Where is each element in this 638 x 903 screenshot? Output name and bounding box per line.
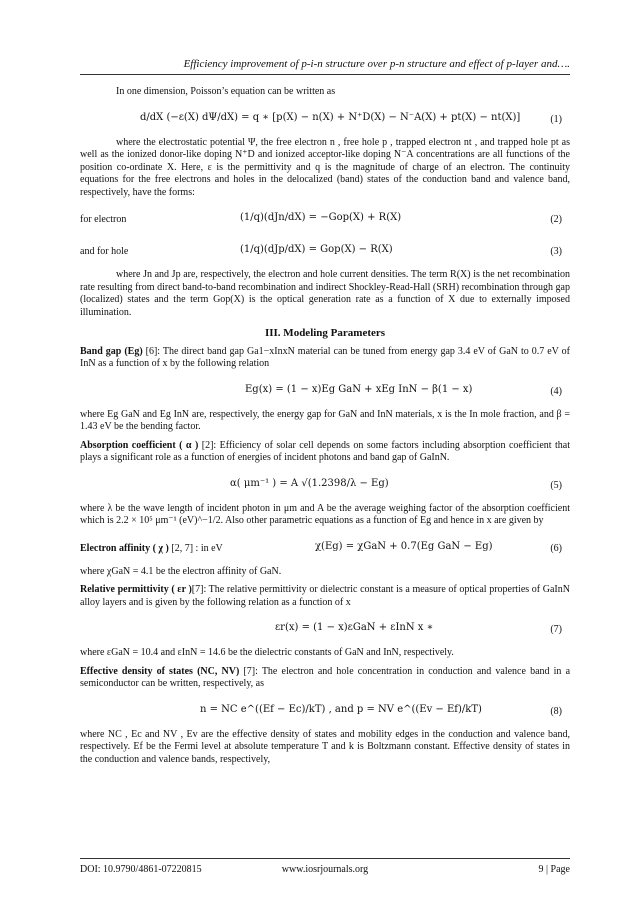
section-heading: III. Modeling Parameters — [264, 327, 386, 339]
affinity-heading: Electron affinity ( χ ) — [80, 542, 169, 554]
footer-page-number: 9 | Page — [538, 864, 570, 875]
equation-7-number: (7) — [550, 624, 562, 635]
paragraph-affinity-explained: where χGaN = 4.1 be the electron affinity of GaN. — [80, 565, 282, 577]
paragraph-permittivity — [80, 584, 570, 609]
paragraph-current-densities: where Jn and Jp are, respectively, the electron and hole current densities. The term R(X) is the net recombination rate resulting from direct band-to-band recombination and indirect Shockley-Read-Hall (SRH) recombination through gap (localized) states and the term Gop(X) is the optical generation rate as a function of X due to externally imposed illumination. — [80, 269, 570, 318]
equation-3 — [80, 237, 570, 265]
band-gap-text: [6]: The direct band gap Ga1−xInxN material can be tuned from energy gap 3.4 eV of GaN to 0.7 eV of InN as a function of x by the following relation — [80, 345, 570, 369]
affinity-text: [2, 7] : in eV — [168, 542, 223, 554]
header-divider — [80, 74, 570, 75]
equation-7 — [80, 615, 570, 643]
permittivity-text: [7]: The relative permittivity or dielectric constant is a measure of optical properties of GaInN alloy layers and is given by the following relation as a function of x — [80, 584, 570, 608]
absorption-text: [2]: Efficiency of solar cell depends on some factors including absorption coefficient that plays a significant role as a function of energies of incident photons and band gap of GaInN. — [80, 439, 570, 463]
paragraph-band-gap — [80, 346, 570, 371]
paragraph-absorption-explained: where λ be the wave length of incident photon in μm and A be the average weighing factor of the absorption coefficient which is 2.2 × 10⁵ μm⁻¹ (eV)^−1/2. Also other parametric equations as a function of Eg and hence in x are given by — [80, 502, 570, 526]
paragraph-poisson-explained: where the electrostatic potential Ψ, the free electron n , free hole p , trapped electron nt , and trapped hole pt as well as the ionized donor-like doping N⁺D and ionized acceptor-like doping N⁻A concentrations are all functions of the position co-ordinate X. Here, ε is the permittivity and q is the magnitude of charge of an electron. The continuity equations for the free electrons and holes in the delocalized (band) states of the conduction band and valence band, respectively, have the forms: — [80, 136, 570, 198]
paragraph-absorption — [80, 440, 570, 465]
equation-5 — [80, 471, 570, 499]
equation-2-label: for electron — [80, 214, 127, 225]
paragraph-permittivity-explained: where εGaN = 10.4 and εInN = 14.6 be the dielectric constants of GaN and InN, respectively. — [80, 647, 454, 658]
absorption-heading: Absorption coefficient ( α ) — [80, 439, 199, 451]
permittivity-heading: Relative permittivity ( εr ) — [80, 584, 192, 595]
equation-5-expr: α( μm⁻¹ ) = A √(1.2398/λ − Eg) — [230, 477, 389, 489]
footer-doi: DOI: 10.9790/4861-07220815 — [80, 864, 202, 875]
page-body — [80, 86, 570, 772]
equation-4-number: (4) — [550, 385, 562, 397]
equation-3-expr: (1/q)(dJp/dX) = Gop(X) − R(X) — [240, 244, 393, 255]
equation-1-expr: d/dX (−ε(X) dΨ/dX) = q ∗ [p(X) − n(X) + N⁺D(X) − N⁻A(X) + pt(X) − nt(X)] — [140, 111, 521, 123]
footer-divider — [80, 858, 570, 859]
equation-2 — [80, 205, 570, 233]
equation-8 — [80, 697, 570, 725]
equation-4-expr: Eg(x) = (1 − x)Eg GaN + xEg InN − β(1 − x) — [245, 383, 473, 395]
equation-1-number: (1) — [550, 113, 562, 125]
density-heading: Effective density of states (NC, NV) — [80, 665, 240, 677]
paragraph-density-of-states — [80, 666, 570, 691]
paragraph-density-explained: where NC , Ec and NV , Ev are the effective density of states and mobility edges in the conduction and valence band, respectively. Ef be the Fermi level at absolute temperature T and k is Boltzmann constant. Effective density of states in the conduction and valence bands, respectively, — [80, 728, 570, 765]
equation-6-number: (6) — [550, 542, 562, 554]
equation-5-number: (5) — [550, 479, 562, 491]
equation-4 — [80, 377, 570, 405]
equation-2-number: (2) — [550, 214, 562, 225]
equation-6-expr: χ(Eg) = χGaN + 0.7(Eg GaN − Eg) — [315, 540, 493, 552]
equation-3-number: (3) — [550, 246, 562, 257]
running-header: Efficiency improvement of p-i-n structure over p-n structure and effect of p-layer and…. — [183, 58, 570, 70]
density-text: [7]: The electron and hole concentration in conduction and valence band in a semiconductor can be written, respectively, as — [80, 665, 571, 689]
paragraph-poisson-intro: In one dimension, Poisson’s equation can be written as — [116, 86, 336, 97]
band-gap-heading: Band gap (Eg) — [80, 345, 143, 357]
equation-2-expr: (1/q)(dJn/dX) = −Gop(X) + R(X) — [240, 212, 402, 223]
equation-3-label: and for hole — [80, 246, 129, 257]
equation-8-expr: n = NC e^((Ef − Ec)/kT) , and p = NV e^((Ev − Ef)/kT) — [200, 703, 482, 715]
footer-website: www.iosrjournals.org — [281, 864, 369, 875]
equation-8-number: (8) — [550, 705, 562, 717]
paragraph-band-gap-explained: where Eg GaN and Eg InN are, respectively, the energy gap for GaN and InN materials, x is the In mole fraction, and β = 1.43 eV be the bending factor. — [80, 408, 570, 432]
paragraph-affinity — [80, 543, 223, 556]
equation-6 — [80, 534, 570, 562]
equation-1 — [80, 105, 570, 133]
equation-7-expr: εr(x) = (1 − x)εGaN + εInN x ∗ — [275, 622, 434, 633]
